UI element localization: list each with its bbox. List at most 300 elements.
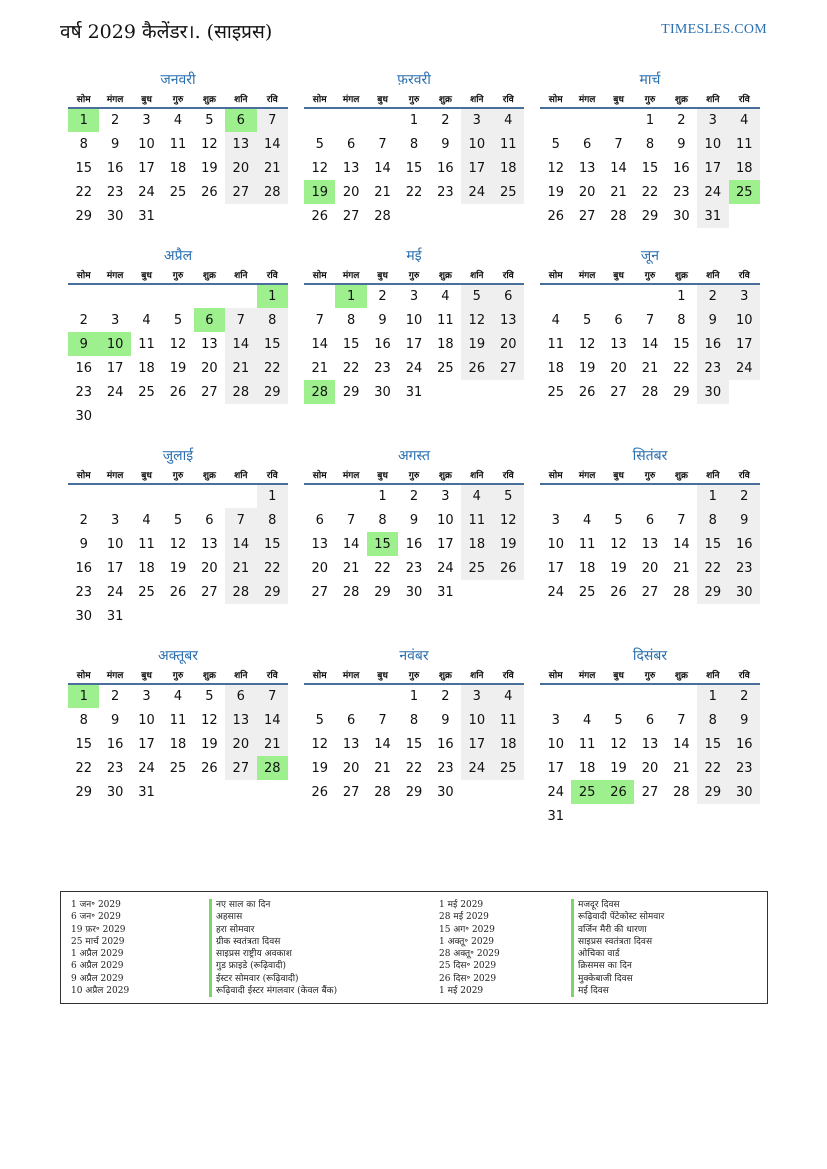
day-cell: 30 xyxy=(106,784,124,800)
day-cell: 14 xyxy=(610,160,627,176)
day-cell: 28 xyxy=(673,784,690,800)
legend-date: 28 अक्तू॰ 2029 xyxy=(439,949,500,960)
day-cell: 21 xyxy=(673,760,690,776)
legend-holiday-name: हरा सोमवार xyxy=(209,924,337,936)
day-cell: 14 xyxy=(225,332,256,356)
day-cell: 29 xyxy=(257,580,288,604)
legend-holiday-name: मजदूर दिवस xyxy=(571,899,664,911)
day-cell: 1 xyxy=(645,113,655,128)
day-cell: 31 xyxy=(138,784,155,800)
day-cell: 7 xyxy=(614,136,623,152)
day-cell: 12 xyxy=(311,736,328,752)
day-cell: 21 xyxy=(257,156,288,180)
day-cell: 17 xyxy=(138,736,155,752)
weekday-header: मंगल xyxy=(99,666,130,684)
day-cell: 29 xyxy=(75,208,92,224)
empty-cell xyxy=(634,804,665,828)
weekday-header: शनि xyxy=(225,466,256,484)
day-cell: 22 xyxy=(342,360,360,376)
day-cell: 15 xyxy=(75,160,92,176)
day-cell: 5 xyxy=(614,712,623,728)
month-name: सितंबर xyxy=(632,448,668,464)
weekday-header: मंगल xyxy=(99,90,130,108)
day-cell: 26 xyxy=(201,184,218,200)
weekday-header: शुक्र xyxy=(666,266,697,284)
day-cell: 28 xyxy=(374,208,391,224)
empty-cell xyxy=(194,284,225,308)
day-cell: 13 xyxy=(493,308,524,332)
day-cell: 3 xyxy=(551,712,560,728)
day-cell: 30 xyxy=(405,584,423,600)
day-cell: 16 xyxy=(729,532,760,556)
weekday-header: रवि xyxy=(729,666,760,684)
day-cell: 12 xyxy=(461,308,492,332)
empty-cell xyxy=(304,284,335,308)
empty-cell xyxy=(162,404,193,428)
day-cell: 30 xyxy=(75,608,92,624)
day-cell: 1 xyxy=(335,284,366,308)
empty-cell xyxy=(99,284,130,308)
day-cell: 21 xyxy=(374,184,391,200)
day-cell: 2 xyxy=(79,512,88,528)
day-cell: 17 xyxy=(106,560,124,576)
day-cell: 29 xyxy=(697,780,728,804)
day-cell: 2 xyxy=(729,684,760,708)
month-name: जनवरी xyxy=(160,72,196,88)
day-cell: 22 xyxy=(697,556,728,580)
day-cell: 9 xyxy=(409,512,419,528)
empty-cell xyxy=(304,484,335,508)
day-cell: 27 xyxy=(342,208,360,224)
day-cell: 27 xyxy=(311,584,328,600)
day-cell: 30 xyxy=(106,208,124,224)
weekday-header: सोम xyxy=(68,666,99,684)
day-cell: 15 xyxy=(342,336,360,352)
month-calendar xyxy=(540,246,760,428)
day-cell: 2 xyxy=(378,289,387,304)
legend-holiday-name: ग्रीक स्वतंत्रता दिवस xyxy=(209,936,337,948)
holiday-legend xyxy=(60,891,768,1004)
day-cell: 17 xyxy=(461,156,492,180)
legend-date: 25 मार्च 2029 xyxy=(71,936,125,947)
day-cell: 8 xyxy=(409,136,419,152)
day-cell: 17 xyxy=(547,560,564,576)
day-cell: 12 xyxy=(547,160,564,176)
day-cell: 17 xyxy=(547,760,564,776)
day-cell: 9 xyxy=(79,536,88,552)
day-cell: 19 xyxy=(169,360,187,376)
weekday-header: शनि xyxy=(697,466,728,484)
day-cell: 6 xyxy=(225,684,256,708)
day-cell: 25 xyxy=(493,180,524,204)
day-cell: 23 xyxy=(437,184,454,200)
day-cell: 25 xyxy=(437,360,454,376)
day-cell: 21 xyxy=(641,360,659,376)
day-cell: 25 xyxy=(729,180,760,204)
weekday-header: बुध xyxy=(131,666,162,684)
weekday-header: शनि xyxy=(461,466,492,484)
weekday-header: गुरु xyxy=(162,666,193,684)
empty-cell xyxy=(461,580,492,604)
legend-holiday-name: रूढ़िवादी ईस्टर मंगलवार (केवल बैंक) xyxy=(209,985,337,997)
day-cell: 18 xyxy=(547,360,564,376)
empty-cell xyxy=(367,684,398,708)
empty-cell xyxy=(225,204,256,228)
day-cell: 23 xyxy=(106,184,124,200)
weekday-header: शनि xyxy=(225,90,256,108)
legend-date: 1 मई 2029 xyxy=(439,986,484,997)
day-cell: 4 xyxy=(493,108,524,132)
day-cell: 27 xyxy=(578,208,596,224)
empty-cell xyxy=(335,108,366,132)
weekday-header: मंगल xyxy=(335,90,366,108)
day-cell: 3 xyxy=(551,512,560,528)
day-cell: 17 xyxy=(697,156,728,180)
month-name: जुलाई xyxy=(162,448,194,464)
legend-holiday-name: नए साल का दिन xyxy=(209,899,337,911)
empty-cell xyxy=(461,204,492,228)
weekday-header: गुरु xyxy=(398,466,429,484)
day-cell: 6 xyxy=(493,284,524,308)
day-cell: 2 xyxy=(677,113,686,128)
day-cell: 20 xyxy=(578,184,596,200)
legend-date: 6 जन॰ 2029 xyxy=(71,912,121,923)
day-cell: 11 xyxy=(729,132,760,156)
day-cell: 12 xyxy=(610,736,627,752)
day-cell: 23 xyxy=(673,184,690,200)
weekday-header: बुध xyxy=(131,466,162,484)
day-cell: 6 xyxy=(194,308,225,332)
legend-left-dates xyxy=(71,899,129,997)
weekday-header: मंगल xyxy=(571,466,602,484)
day-cell: 10 xyxy=(437,512,454,528)
day-cell: 16 xyxy=(75,360,92,376)
day-cell: 14 xyxy=(641,336,659,352)
day-cell: 7 xyxy=(225,308,256,332)
day-cell: 6 xyxy=(225,108,256,132)
day-cell: 28 xyxy=(641,384,659,400)
month-table xyxy=(540,666,760,828)
weekday-header: बुध xyxy=(603,266,634,284)
day-cell: 20 xyxy=(641,760,659,776)
empty-cell xyxy=(603,684,634,708)
day-cell: 10 xyxy=(547,536,564,552)
day-cell: 19 xyxy=(610,560,627,576)
day-cell: 3 xyxy=(142,689,151,704)
day-cell: 14 xyxy=(225,532,256,556)
day-cell: 31 xyxy=(405,384,423,400)
month-name: मार्च xyxy=(639,72,661,88)
day-cell: 15 xyxy=(405,736,423,752)
day-cell: 20 xyxy=(311,560,328,576)
day-cell: 16 xyxy=(106,736,124,752)
weekday-header: सोम xyxy=(304,90,335,108)
weekday-header: मंगल xyxy=(571,266,602,284)
day-cell: 4 xyxy=(582,712,592,728)
empty-cell xyxy=(99,484,130,508)
empty-cell xyxy=(225,484,256,508)
legend-holiday-name: अहसास xyxy=(209,911,337,923)
day-cell: 7 xyxy=(645,312,655,328)
weekday-header: गुरु xyxy=(398,266,429,284)
empty-cell xyxy=(571,484,602,508)
day-cell: 20 xyxy=(201,360,218,376)
day-cell: 15 xyxy=(697,732,728,756)
day-cell: 2 xyxy=(409,489,419,504)
day-cell: 14 xyxy=(257,708,288,732)
day-cell: 15 xyxy=(405,160,423,176)
day-cell: 18 xyxy=(493,732,524,756)
day-cell: 4 xyxy=(461,484,492,508)
legend-holiday-name: क्रिसमस का दिन xyxy=(571,960,664,972)
day-cell: 8 xyxy=(645,136,655,152)
day-cell: 26 xyxy=(201,760,218,776)
empty-cell xyxy=(162,284,193,308)
empty-cell xyxy=(430,380,461,404)
weekday-header: सोम xyxy=(68,90,99,108)
empty-cell xyxy=(540,484,571,508)
month-calendar xyxy=(68,446,288,628)
month-name: अप्रैल xyxy=(163,248,193,264)
weekday-header: मंगल xyxy=(99,466,130,484)
day-cell: 27 xyxy=(641,584,659,600)
day-cell: 11 xyxy=(493,708,524,732)
legend-holiday-name: साइप्रस स्वतंत्रता दिवस xyxy=(571,936,664,948)
day-cell: 1 xyxy=(68,684,99,708)
day-cell: 6 xyxy=(582,136,592,152)
empty-cell xyxy=(540,284,571,308)
day-cell: 10 xyxy=(697,132,728,156)
day-cell: 27 xyxy=(225,180,256,204)
day-cell: 15 xyxy=(257,332,288,356)
empty-cell xyxy=(603,108,634,132)
day-cell: 28 xyxy=(374,784,391,800)
weekday-header: सोम xyxy=(68,266,99,284)
legend-holiday-name: रूढ़िवादी पेंटेकोस्ट सोमवार xyxy=(571,911,664,923)
day-cell: 8 xyxy=(409,712,419,728)
day-cell: 4 xyxy=(142,312,151,328)
weekday-header: शनि xyxy=(225,666,256,684)
day-cell: 3 xyxy=(441,489,450,504)
empty-cell xyxy=(194,604,225,628)
empty-cell xyxy=(225,284,256,308)
day-cell: 21 xyxy=(225,356,256,380)
weekday-header: शनि xyxy=(697,90,728,108)
day-cell: 11 xyxy=(493,132,524,156)
day-cell: 22 xyxy=(75,184,92,200)
empty-cell xyxy=(162,780,193,804)
day-cell: 22 xyxy=(405,760,423,776)
day-cell: 3 xyxy=(729,284,760,308)
day-cell: 25 xyxy=(169,760,187,776)
empty-cell xyxy=(194,404,225,428)
weekday-header: सोम xyxy=(304,466,335,484)
weekday-header: शुक्र xyxy=(666,666,697,684)
weekday-header: शुक्र xyxy=(666,90,697,108)
day-cell: 13 xyxy=(578,160,596,176)
day-cell: 6 xyxy=(346,136,356,152)
day-cell: 9 xyxy=(441,712,450,728)
day-cell: 5 xyxy=(551,136,560,152)
empty-cell xyxy=(729,380,760,404)
weekday-header: शुक्र xyxy=(430,466,461,484)
empty-cell xyxy=(131,604,162,628)
day-cell: 29 xyxy=(257,380,288,404)
day-cell: 1 xyxy=(257,284,288,308)
day-cell: 21 xyxy=(342,560,360,576)
day-cell: 18 xyxy=(461,532,492,556)
day-cell: 15 xyxy=(641,160,659,176)
empty-cell xyxy=(131,484,162,508)
empty-cell xyxy=(697,804,728,828)
empty-cell xyxy=(493,204,524,228)
day-cell: 10 xyxy=(461,708,492,732)
legend-date: 19 फ़र॰ 2029 xyxy=(71,924,126,935)
month-name: नवंबर xyxy=(399,648,429,664)
empty-cell xyxy=(68,484,99,508)
day-cell: 26 xyxy=(610,584,627,600)
weekday-header: शनि xyxy=(461,90,492,108)
day-cell: 18 xyxy=(578,560,596,576)
day-cell: 25 xyxy=(493,756,524,780)
day-cell: 8 xyxy=(697,708,728,732)
weekday-header: बुध xyxy=(131,90,162,108)
day-cell: 9 xyxy=(729,708,760,732)
day-cell: 24 xyxy=(106,384,124,400)
day-cell: 29 xyxy=(673,384,690,400)
day-cell: 4 xyxy=(729,108,760,132)
day-cell: 27 xyxy=(201,384,218,400)
day-cell: 21 xyxy=(374,760,391,776)
legend-holiday-name: साइप्रस राष्ट्रीय अवकाश xyxy=(209,948,337,960)
day-cell: 3 xyxy=(461,108,492,132)
day-cell: 21 xyxy=(673,560,690,576)
weekday-header: सोम xyxy=(304,266,335,284)
empty-cell xyxy=(131,404,162,428)
day-cell: 22 xyxy=(641,184,659,200)
day-cell: 9 xyxy=(697,308,728,332)
empty-cell xyxy=(571,684,602,708)
day-cell: 24 xyxy=(461,756,492,780)
weekday-header: बुध xyxy=(367,666,398,684)
day-cell: 2 xyxy=(441,689,450,704)
weekday-header: शुक्र xyxy=(194,90,225,108)
weekday-header: रवि xyxy=(493,90,524,108)
weekday-header: रवि xyxy=(729,90,760,108)
day-cell: 9 xyxy=(729,508,760,532)
day-cell: 24 xyxy=(547,584,564,600)
day-cell: 26 xyxy=(311,208,328,224)
weekday-header: बुध xyxy=(603,666,634,684)
weekday-header: रवि xyxy=(257,466,288,484)
day-cell: 20 xyxy=(225,156,256,180)
day-cell: 21 xyxy=(311,360,328,376)
site-link[interactable]: TIMESLES.COM xyxy=(661,22,767,37)
legend-holiday-name: वर्जिन मैरी की धारणा xyxy=(571,924,664,936)
day-cell: 5 xyxy=(493,484,524,508)
empty-cell xyxy=(68,284,99,308)
day-cell: 30 xyxy=(673,208,690,224)
day-cell: 11 xyxy=(138,336,155,352)
weekday-header: शुक्र xyxy=(194,466,225,484)
empty-cell xyxy=(493,380,524,404)
day-cell: 23 xyxy=(697,356,728,380)
day-cell: 14 xyxy=(342,536,360,552)
day-cell: 5 xyxy=(315,712,324,728)
weekday-header: गुरु xyxy=(634,466,665,484)
month-table xyxy=(304,466,524,604)
day-cell: 1 xyxy=(677,289,686,304)
day-cell: 14 xyxy=(374,736,391,752)
day-cell: 6 xyxy=(205,512,214,528)
month-table xyxy=(540,266,760,404)
day-cell: 25 xyxy=(571,780,602,804)
empty-cell xyxy=(162,204,193,228)
empty-cell xyxy=(225,780,256,804)
weekday-header: रवि xyxy=(493,666,524,684)
day-cell: 13 xyxy=(225,708,256,732)
weekday-header: मंगल xyxy=(99,266,130,284)
day-cell: 23 xyxy=(437,760,454,776)
legend-date: 6 अप्रैल 2029 xyxy=(71,961,124,972)
day-cell: 24 xyxy=(405,360,423,376)
day-cell: 19 xyxy=(493,532,524,556)
weekday-header: मंगल xyxy=(335,666,366,684)
weekday-header: बुध xyxy=(367,466,398,484)
day-cell: 26 xyxy=(169,384,187,400)
day-cell: 25 xyxy=(169,184,187,200)
day-cell: 30 xyxy=(75,408,92,424)
empty-cell xyxy=(540,684,571,708)
day-cell: 31 xyxy=(697,204,728,228)
empty-cell xyxy=(131,284,162,308)
day-cell: 16 xyxy=(437,160,454,176)
day-cell: 14 xyxy=(673,536,690,552)
month-calendar xyxy=(304,646,524,828)
day-cell: 4 xyxy=(142,512,151,528)
day-cell: 30 xyxy=(729,580,760,604)
day-cell: 19 xyxy=(311,760,328,776)
day-cell: 15 xyxy=(75,736,92,752)
empty-cell xyxy=(461,380,492,404)
day-cell: 6 xyxy=(614,312,623,328)
empty-cell xyxy=(225,404,256,428)
weekday-header: शुक्र xyxy=(430,266,461,284)
empty-cell xyxy=(571,108,602,132)
day-cell: 29 xyxy=(641,208,659,224)
day-cell: 7 xyxy=(677,512,686,528)
day-cell: 8 xyxy=(346,312,356,328)
day-cell: 22 xyxy=(697,756,728,780)
day-cell: 19 xyxy=(578,360,596,376)
day-cell: 12 xyxy=(493,508,524,532)
weekday-header: शुक्र xyxy=(430,90,461,108)
day-cell: 24 xyxy=(547,784,564,800)
day-cell: 2 xyxy=(697,284,728,308)
weekday-header: गुरु xyxy=(162,466,193,484)
day-cell: 18 xyxy=(138,360,155,376)
day-cell: 10 xyxy=(547,736,564,752)
day-cell: 24 xyxy=(697,180,728,204)
day-cell: 28 xyxy=(304,380,335,404)
day-cell: 22 xyxy=(673,360,690,376)
legend-holiday-name: गुड फ्राइडे (रूढ़िवादी) xyxy=(209,960,337,972)
weekday-header: बुध xyxy=(131,266,162,284)
weekday-header: मंगल xyxy=(571,666,602,684)
day-cell: 6 xyxy=(315,512,324,528)
day-cell: 12 xyxy=(311,160,328,176)
day-cell: 3 xyxy=(409,289,419,304)
